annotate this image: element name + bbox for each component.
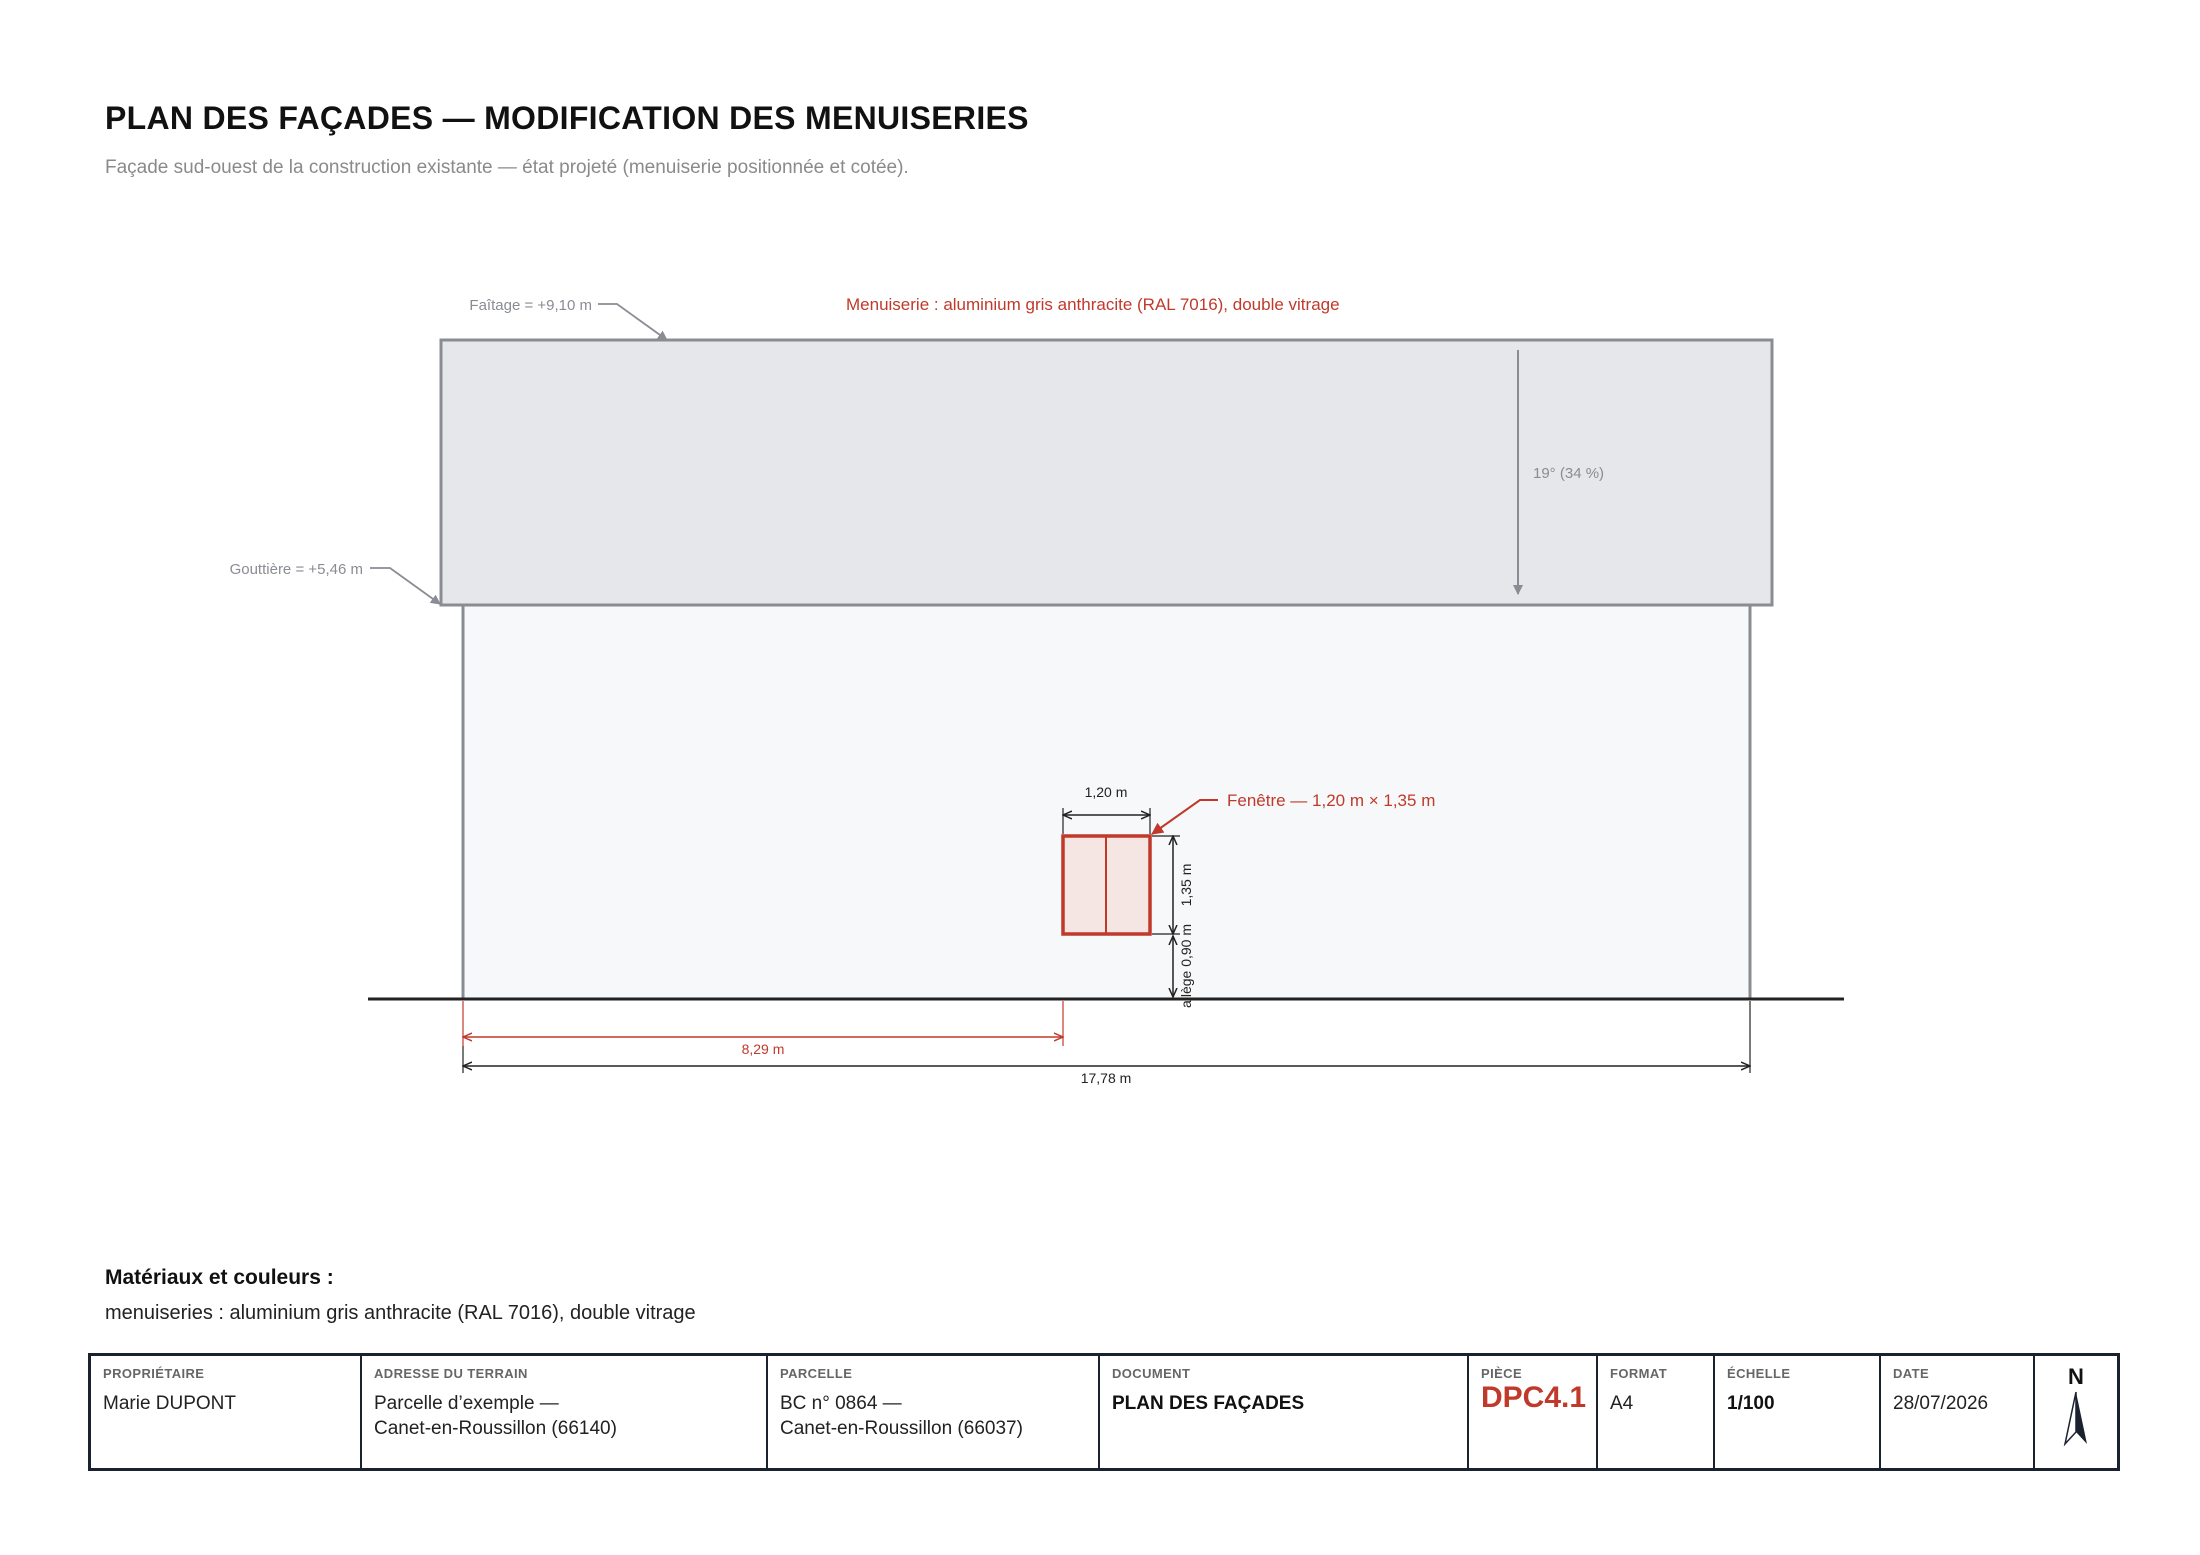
cell-proprietaire: [91, 1356, 362, 1468]
fenetre-label: Fenêtre — 1,20 m × 1,35 m: [1227, 791, 1436, 810]
date-label: DATE: [1893, 1366, 1930, 1381]
date-value: 28/07/2026: [1893, 1393, 1989, 1414]
echelle-label: ÉCHELLE: [1727, 1366, 1791, 1381]
parcelle-value: BC n° 0864 — Canet-en-Roussillon (66037): [780, 1393, 1023, 1439]
proprietaire-label: PROPRIÉTAIRE: [103, 1366, 205, 1381]
north-arrow-icon: [2061, 1390, 2091, 1448]
parcelle-label: PARCELLE: [780, 1366, 853, 1381]
echelle-value: 1/100: [1727, 1393, 1775, 1414]
menuiserie-note: Menuiserie : aluminium gris anthracite (RAL 7016), double vitrage: [846, 295, 1340, 314]
cell-parcelle: [768, 1356, 1100, 1468]
cell-piece: [1469, 1356, 1598, 1468]
cell-adresse: [362, 1356, 768, 1468]
window-height-dim-label: 1,35 m: [1178, 863, 1194, 907]
north-letter: N: [2068, 1364, 2084, 1389]
format-value: A4: [1610, 1393, 1634, 1414]
title-block: [88, 1353, 2120, 1471]
page-subtitle: Façade sud-ouest de la construction existante — état projeté (menuiserie positionnée et cotée).: [105, 157, 909, 178]
cell-echelle: [1715, 1356, 1881, 1468]
faitage-label: Faîtage = +9,10 m: [469, 297, 592, 314]
gouttiere-label: Gouttière = +5,46 m: [229, 561, 363, 578]
format-label: FORMAT: [1610, 1366, 1668, 1381]
window-width-dim-label: 1,20 m: [1084, 784, 1128, 800]
adresse-label: ADRESSE DU TERRAIN: [374, 1366, 528, 1381]
piece-label: PIÈCE: [1481, 1366, 1523, 1381]
piece-value: DPC4.1: [1481, 1381, 1587, 1414]
materials-line: menuiseries : aluminium gris anthracite (RAL 7016), double vitrage: [105, 1302, 696, 1324]
materials-heading: Matériaux et couleurs :: [105, 1266, 334, 1289]
cell-date: [1881, 1356, 2035, 1468]
adresse-value: Parcelle d’exemple — Canet-en-Roussillon (66140): [374, 1393, 617, 1439]
facade-wall: [463, 605, 1750, 999]
cell-north: [2035, 1356, 2117, 1468]
document-label: DOCUMENT: [1112, 1366, 1191, 1381]
allege-dim-label: allège 0,90 m: [1178, 923, 1194, 1009]
proprietaire-value: Marie DUPONT: [103, 1393, 237, 1414]
offset-dim-label: 8,29 m: [741, 1041, 785, 1057]
faitage-leader: [598, 304, 667, 340]
cell-format: [1598, 1356, 1715, 1468]
cell-document: [1100, 1356, 1469, 1468]
gouttiere-leader: [370, 568, 440, 604]
slope-label: 19° (34 %): [1533, 465, 1605, 482]
document-value: PLAN DES FAÇADES: [1112, 1393, 1305, 1414]
total-width-dim-label: 17,78 m: [1080, 1070, 1132, 1086]
page-title: PLAN DES FAÇADES — MODIFICATION DES MENUISERIES: [105, 100, 1029, 136]
